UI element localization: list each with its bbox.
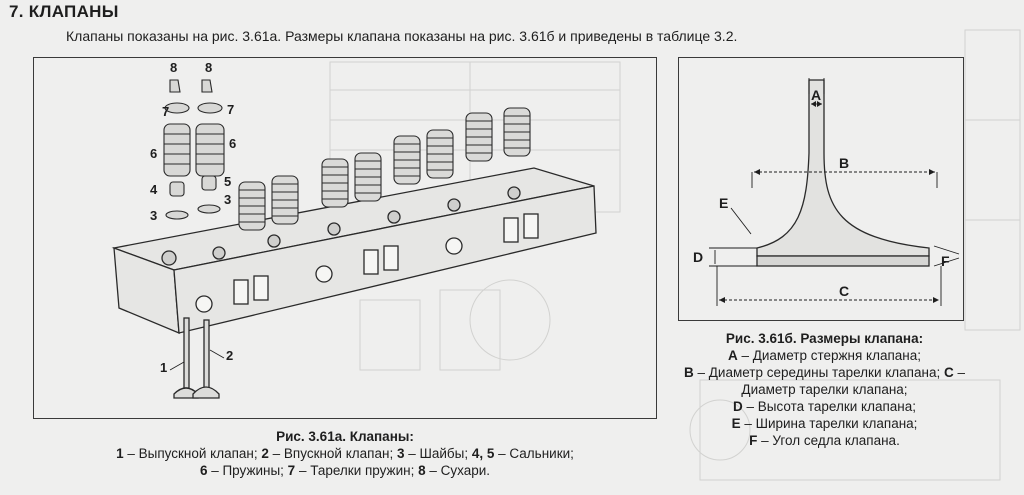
washer-right — [198, 205, 220, 213]
cylinder-head-drawing — [34, 58, 656, 418]
figure-right-legend-e: E – Ширина тарелки клапана; — [731, 416, 918, 431]
dim-label-e: E — [719, 195, 729, 211]
dim-label-f: F — [941, 253, 950, 269]
callout-5: 5 — [224, 174, 232, 189]
figure-right-legend-b-c: B – Диаметр середины тарелки клапана; C – Диаметр тарелки клапана; — [684, 365, 965, 397]
callout-4: 4 — [150, 182, 158, 197]
callout-6a: 6 — [150, 146, 158, 161]
seal-left — [170, 182, 184, 196]
intake-valve-drawing — [193, 320, 219, 398]
intro-paragraph: Клапаны показаны на рис. 3.61а. Размеры клапана показаны на рис. 3.61б и приведены в таблице 3.2. — [66, 28, 738, 44]
valve-head-face — [757, 256, 929, 266]
dim-label-a: A — [811, 87, 822, 103]
spring-cap-right — [198, 103, 222, 113]
callout-7b: 7 — [227, 102, 235, 117]
figure-right-legend-d: D – Высота тарелки клапана; — [732, 399, 917, 414]
collet-left — [170, 80, 180, 92]
figure-right-caption-title: Рис. 3.61б. Размеры клапана: — [725, 331, 924, 346]
spring-left — [164, 124, 190, 176]
figure-left-caption — [60, 428, 630, 479]
figure-valve-dimensions — [678, 57, 964, 321]
figure-left-legend-line-2: 6 – Пружины; 7 – Тарелки пружин; 8 – Сухари. — [199, 463, 491, 478]
figure-valves-illustration — [33, 57, 657, 419]
callout-6b: 6 — [229, 136, 237, 151]
figure-left-caption-title: Рис. 3.61а. Клапаны: — [276, 429, 414, 444]
callout-8b: 8 — [205, 60, 213, 75]
spring-right — [196, 124, 224, 176]
callout-7a: 7 — [162, 104, 170, 119]
figure-left-legend-line-1: 1 – Выпускной клапан; 2 – Впускной клапан; 3 – Шайбы; 4, 5 – Сальники; — [116, 446, 574, 461]
callout-2: 2 — [226, 348, 234, 363]
callout-3a: 3 — [150, 208, 158, 223]
washer-left — [166, 211, 188, 219]
figure-right-legend-f: F – Угол седла клапана. — [749, 433, 900, 448]
dim-label-b: B — [839, 155, 850, 171]
section-title: 7. КЛАПАНЫ — [9, 2, 119, 21]
callout-3b: 3 — [224, 192, 232, 207]
figure-right-caption — [672, 330, 977, 449]
seal-right — [202, 176, 216, 190]
valve-dimension-drawing — [679, 58, 963, 320]
dim-label-d: D — [693, 249, 704, 265]
collet-right — [202, 80, 212, 92]
callout-8a: 8 — [170, 60, 178, 75]
dim-label-c: C — [839, 283, 850, 299]
callout-1: 1 — [160, 360, 168, 375]
figure-right-legend-a: A – Диаметр стержня клапана; — [727, 348, 922, 363]
